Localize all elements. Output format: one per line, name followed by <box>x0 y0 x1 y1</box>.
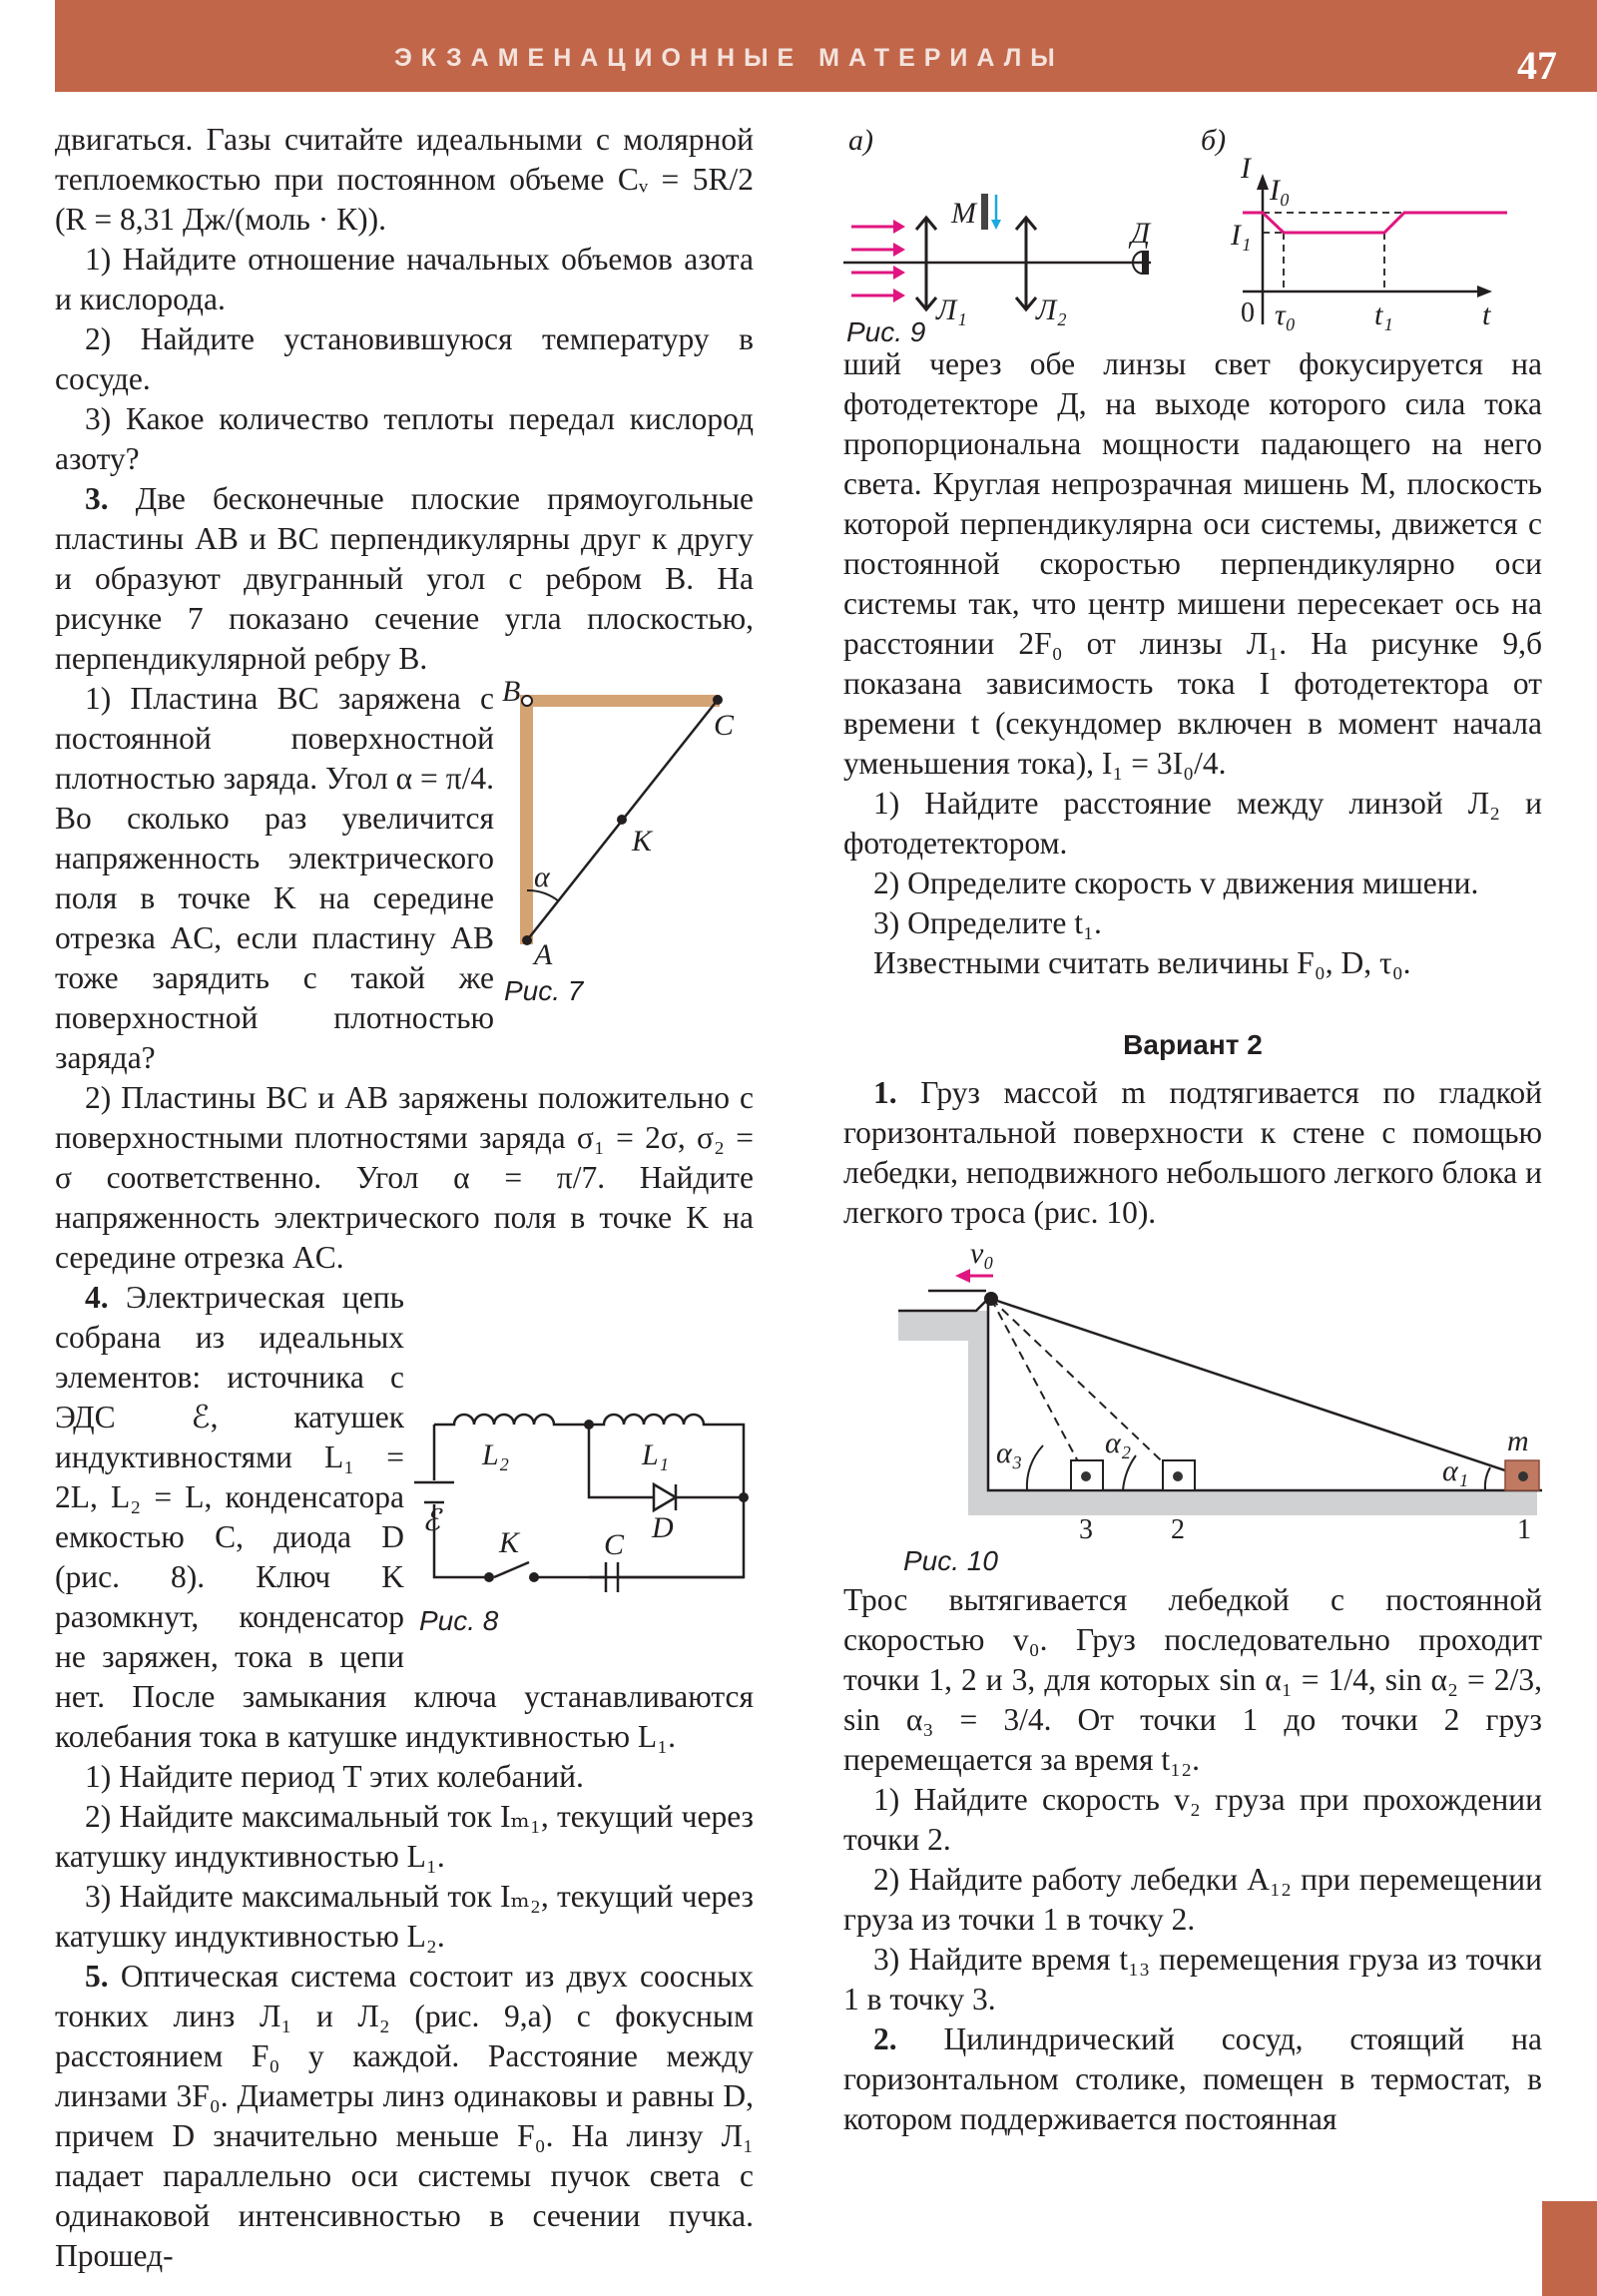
problem-text: Электрическая цепь собрана из идеальных элементов: источника с ЭДС ℰ, катушек индуктивностями L₁ = 2L, L₂ = L, конденсатора емкостью C, диода D (рис. 8). Ключ K разомкнут, конденсатор не заряжен, тока в цепи нет. После замыкания ключа устанавливаются колебания тока в катушке индуктивностью L₁. <box>55 1280 754 1754</box>
question: 2) Пластины BC и AB заряжены положительно с поверхностными плотностями заряда σ₁ = 2σ, σ₂ = σ соответственно. Угол α = π/7. Найдите напряженность электрического поля в точке K на середине отрезка AC. <box>55 1080 754 1275</box>
paragraph: Трос вытягивается лебедкой с постоянной скоростью v₀. Груз последовательно проходит точки 1, 2 и 3, для которых sin α₁ = 1/4, sin α₂ = 2/3, sin α₃ = 3/4. От точки 1 до точки 2 груз перемещается за время t₁₂. <box>843 1582 1542 1777</box>
paragraph: двигаться. Газы считайте идеальными с молярной теплоемкостью при постоянном объеме Cᵥ = 5R/2 (R = 8,31 Дж/(моль · К)). <box>55 122 754 237</box>
page-number: 47 <box>1517 43 1557 88</box>
label-m: m <box>1507 1425 1529 1457</box>
figure-caption: Рис. 10 <box>903 1545 998 1576</box>
left-column <box>55 120 754 2276</box>
label-i0: I₀ <box>1270 174 1291 207</box>
question: 2) Определите скорость v движения мишени. <box>873 865 1479 900</box>
label-diode: D <box>652 1511 674 1544</box>
right-column <box>843 120 1542 2139</box>
label-t1: t₁ <box>1374 298 1393 331</box>
label-capacitor: C <box>604 1528 625 1561</box>
label-b: б) <box>1201 124 1227 157</box>
problem-number: 3. <box>85 481 109 516</box>
paragraph: ший через обе линзы свет фокусируется на фотодетекторе Д, на выходе которого сила тока пропорциональна мощности падающего на него света. Круглая непрозрачная мишень M, плоскость которой перпендикулярна оси системы, движется с постоянной скоростью перпендикулярно оси системы так, что центр мишени пересекает ось на расстоянии 2F₀ от линзы Л₁. На рисунке 9,б показана зависимость тока I фотодетектора от времени t (секундомер включен в момент начала уменьшения тока), I₁ = 3I₀/4. <box>843 346 1542 781</box>
question: 1) Найдите отношение начальных объемов азота и кислорода. <box>55 242 754 316</box>
question: 3) Определите t₁. <box>873 905 1102 940</box>
question: 3) Найдите максимальный ток Iₘ₂, текущий через катушку индуктивностью L₂. <box>55 1879 754 1954</box>
problem-1 <box>843 1073 1542 1233</box>
given-values: Известными считать величины F₀, D, τ₀. <box>873 945 1411 980</box>
label-l2: L₂ <box>482 1438 510 1471</box>
figure-10-caption-area <box>843 1540 1542 1580</box>
label-m: M <box>951 197 976 230</box>
problem-text: Оптическая система состоит из двух соосных тонких линз Л₁ и Л₂ (рис. 9,а) с фокусным расстоянием F₀ у каждой. Расстояние между линзами 3F₀. Диаметры линз одинаковы и равны D, причем D значительно меньше F₀. На линзу Л₁ падает параллельно оси системы пучок света с одинаковой интенсивностью в сечении пучка. Прошед- <box>55 1959 754 2273</box>
label-alpha2: α₂ <box>1105 1427 1132 1459</box>
problem-3 <box>55 479 754 679</box>
label-lens1: Л₁ <box>936 293 967 326</box>
figure-caption: Рис. 9 <box>846 316 926 347</box>
corner-tab <box>1542 2201 1597 2296</box>
problem-number: 2. <box>873 2021 897 2056</box>
problem-2 <box>843 2019 1542 2139</box>
label-a: A <box>534 938 553 971</box>
axis-label-i: I <box>1241 152 1251 185</box>
figure-7 <box>502 675 754 1008</box>
question: 3) Какое количество теплоты передал кислород азоту? <box>55 401 754 476</box>
label-key: K <box>499 1526 520 1559</box>
label-c: C <box>714 709 735 742</box>
question: 1) Пластина BC заряжена с постоянной поверхностной плотностью заряда. Угол α = π/4. Во сколько раз увеличится напряженность электрического поля в точке K на середине отрезка AC, если пластину AB тоже зарядить с такой же поверхностной плотностью заряда? <box>55 681 494 1075</box>
point-3: 3 <box>1079 1514 1093 1545</box>
label-v0: v₀ <box>970 1237 994 1270</box>
question: 2) Найдите максимальный ток Iₘ₁, текущий через катушку индуктивностью L₁. <box>55 1799 754 1874</box>
label-alpha: α <box>534 861 550 893</box>
label-l1: L₁ <box>642 1438 670 1471</box>
figure-caption: Рис. 8 <box>419 1605 499 1636</box>
label-zero: 0 <box>1241 297 1255 328</box>
problem-number: 5. <box>85 1959 109 1994</box>
label-tau0: τ₀ <box>1275 298 1297 331</box>
label-k: K <box>632 825 653 858</box>
problem-text: Цилиндрический сосуд, стоящий на горизонтальном столике, помещен в термостат, в котором поддерживается постоянная <box>843 2021 1542 2136</box>
header-title: ЭКЗАМЕНАЦИОННЫЕ МАТЕРИАЛЫ <box>394 44 1064 72</box>
page-header <box>55 0 1597 92</box>
problem-5 <box>55 1957 754 2276</box>
axis-label-t: t <box>1482 298 1491 331</box>
figure-8 <box>414 1403 754 1642</box>
figure-10 <box>843 1237 1542 1545</box>
point-2: 2 <box>1171 1514 1185 1545</box>
problem-number: 4. <box>85 1280 109 1315</box>
variant-heading: Вариант 2 <box>1123 1029 1263 1060</box>
figure-caption: Рис. 7 <box>504 975 584 1006</box>
question: 2) Найдите установившуюся температуру в сосуде. <box>55 321 754 396</box>
figure-9 <box>843 120 1542 347</box>
label-a: а) <box>848 124 873 157</box>
question: 1) Найдите скорость v₂ груза при прохождении точки 2. <box>843 1782 1542 1857</box>
question: 3) Найдите время t₁₃ перемещения груза из точки 1 в точку 3. <box>843 1942 1542 2016</box>
label-emf: ℰ <box>422 1504 441 1537</box>
problem-text: Груз массой m подтягивается по гладкой горизонтальной поверхности к стене с помощью лебедки, неподвижного небольшого легкого блока и легкого троса (рис. 10). <box>843 1075 1542 1230</box>
problem-number: 1. <box>873 1075 897 1110</box>
point-1: 1 <box>1517 1514 1531 1545</box>
label-alpha3: α₃ <box>996 1436 1023 1469</box>
label-i1: I₁ <box>1231 219 1252 252</box>
problem-text: Две бесконечные плоские прямоугольные пластины AB и BC перпендикулярны друг к другу и образуют двугранный угол с ребром B. На рисунке 7 показано сечение угла плоскостью, перпендикулярной ребру B. <box>55 481 754 676</box>
label-alpha1: α₁ <box>1442 1454 1469 1487</box>
label-b: B <box>502 675 521 708</box>
label-lens2: Л₂ <box>1036 293 1067 326</box>
question: 2) Найдите работу лебедки A₁₂ при перемещении груза из точки 1 в точку 2. <box>843 1862 1542 1937</box>
question: 1) Найдите период T этих колебаний. <box>85 1759 584 1794</box>
label-detector: Д <box>1131 217 1151 250</box>
question: 1) Найдите расстояние между линзой Л₂ и фотодетектором. <box>843 786 1542 861</box>
